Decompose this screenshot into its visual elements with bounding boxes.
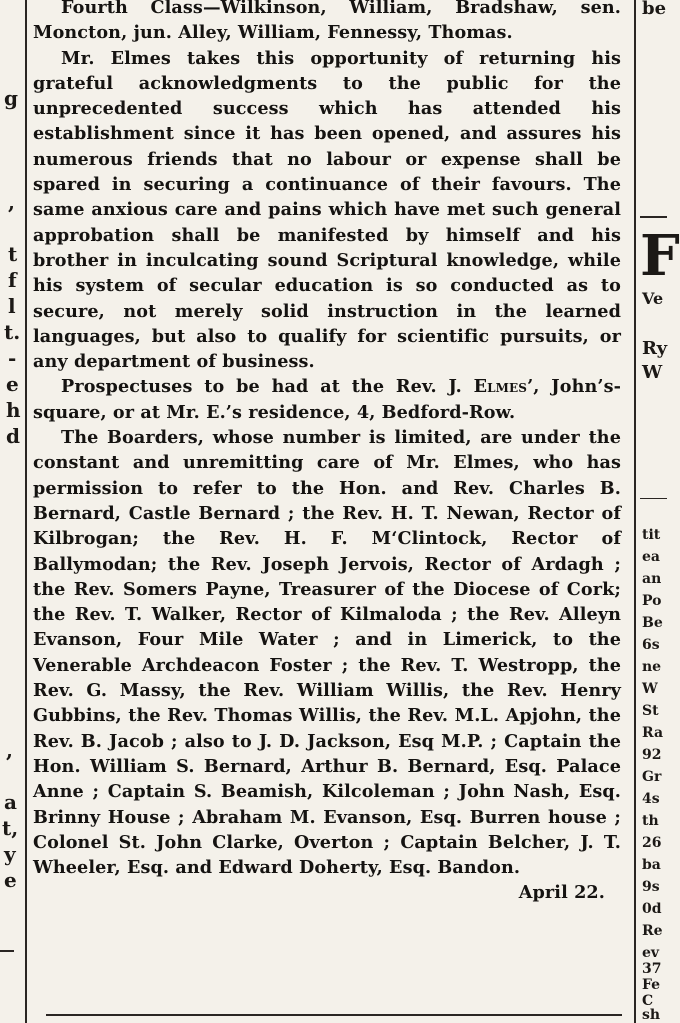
prospectus-text-cont: ’, John’s-square, or at Mr. E.’s residence, 4, Bedford-Row.	[33, 376, 621, 423]
right-fragment: 6s	[642, 637, 660, 653]
column-rule-right	[634, 0, 636, 1023]
right-rule	[640, 498, 667, 499]
prospectus-paragraph	[33, 374, 621, 425]
right-heading-letter: F	[640, 223, 680, 289]
left-rule	[0, 950, 14, 952]
right-fragment: 9s	[642, 879, 660, 895]
right-fragment: ne	[642, 659, 662, 675]
left-fragment: y	[4, 842, 16, 866]
class-list-paragraph: Fourth Class—Wilkinson, William, Bradshaw, sen. Moncton, jun. Alley, William, Fennessy, Thomas.	[33, 0, 621, 44]
acknowledgment-paragraph: Mr. Elmes takes this opportunity of returning his grateful acknowledgments to the public for the unprecedented success which has attended his establishment since it has been opened, and assures his numerous friends that no labour or expense shall be spared in securing a continuance of their favours. The same anxious care and pains which have met such general approbation shall be manifested by himself and his brother in inculcating sound Scriptural knowledge, while his system of secular education is so conducted as to secure, not merely solid instruction in the learned languages, but also to qualify for scientific pursuits, or any department of business.	[33, 47, 621, 373]
elmes-name: Elmes	[473, 376, 528, 398]
right-fragment: 0d	[642, 901, 662, 917]
right-fragment: tit	[642, 527, 661, 543]
boarders-paragraph: The Boarders, whose number is limited, are under the constant and unremitting care of Mr. Elmes, who has permission to refer to the Hon. and Rev. Charles B. Bernard, Castle Bernard ; the Rev. H. T. Newan, Rector of Kilbrogan; the Rev. H. F. M‘Clintock, Rector of Ballymodan; the Rev. Joseph Jervois, Rector of Ardagh ; the Rev. Somers Payne, Treasurer of the Diocese of Cork; the Rev. T. Walker, Rector of Kilmaloda ; the Rev. Alleyn Evanson, Four Mile Water ; and in Limerick, to the Venerable Archdeacon Foster ; the Rev. T. Westropp, the Rev. G. Massy, the Rev. William Willis, the Rev. Henry Gubbins, the Rev. Thomas Willis, the Rev. M.L. Apjohn, the Rev. B. Jacob ; also to J. D. Jackson, Esq M.P. ; Captain the Hon. William S. Bernard, Arthur B. Bernard, Esq. Palace Anne ; Captain S. Beamish, Kilcoleman ; John Nash, Esq. Brinny House ; Abraham M. Evanson, Esq. Burren house ; Colonel St. John Clarke, Overton ; Captain Belcher, J. T. Wheeler, Esq. and Edward Doherty, Esq. Bandon.	[33, 427, 621, 879]
right-fragment: Gr	[642, 769, 662, 785]
left-fragment: e	[4, 868, 17, 892]
left-fragment: ,	[6, 738, 13, 762]
left-fragment: l	[8, 294, 16, 318]
left-fragment: t	[8, 242, 18, 266]
right-fragment: Be	[642, 615, 663, 631]
left-fragment: a	[4, 790, 17, 814]
left-fragment: t.	[4, 320, 21, 344]
right-fragment: Ry	[642, 338, 668, 359]
right-fragment: 92	[642, 747, 662, 763]
right-fragment: W	[642, 681, 658, 697]
prospectus-text: Prospectuses to be had at the Rev. J.	[61, 376, 462, 398]
left-fragment: d	[6, 424, 20, 448]
right-fragment: ea	[642, 549, 660, 565]
left-fragment: -	[8, 346, 17, 370]
right-fragment: be	[642, 0, 667, 19]
right-fragment: C	[642, 993, 654, 1009]
right-fragment: Po	[642, 593, 662, 609]
right-fragment: W	[642, 362, 663, 383]
right-fragment: sh	[642, 1007, 661, 1023]
right-fragment: 4s	[642, 791, 660, 807]
right-fragment: ba	[642, 857, 661, 873]
left-fragment: ,	[8, 190, 15, 214]
left-fragment: t,	[2, 816, 19, 840]
left-fragment: f	[8, 268, 17, 292]
left-fragment: g	[4, 86, 18, 110]
column-rule-left	[25, 0, 27, 1023]
right-fragment: th	[642, 813, 659, 829]
left-fragment: e	[6, 372, 19, 396]
right-fragment: 37	[642, 961, 662, 977]
right-fragment: an	[642, 571, 662, 587]
left-fragment: h	[6, 398, 21, 422]
right-fragment: 26	[642, 835, 662, 851]
right-fragment: St	[642, 703, 659, 719]
right-column-fragment	[640, 0, 680, 1023]
date-line: April 22.	[518, 882, 605, 904]
left-column-fragment	[0, 0, 24, 1023]
right-fragment: Re	[642, 923, 663, 939]
right-rule	[640, 216, 667, 218]
right-fragment: Fe	[642, 977, 661, 993]
article-column	[33, 0, 621, 1023]
right-fragment: ev	[642, 945, 660, 961]
right-fragment: Ve	[642, 289, 664, 308]
right-fragment: Ra	[642, 725, 664, 741]
